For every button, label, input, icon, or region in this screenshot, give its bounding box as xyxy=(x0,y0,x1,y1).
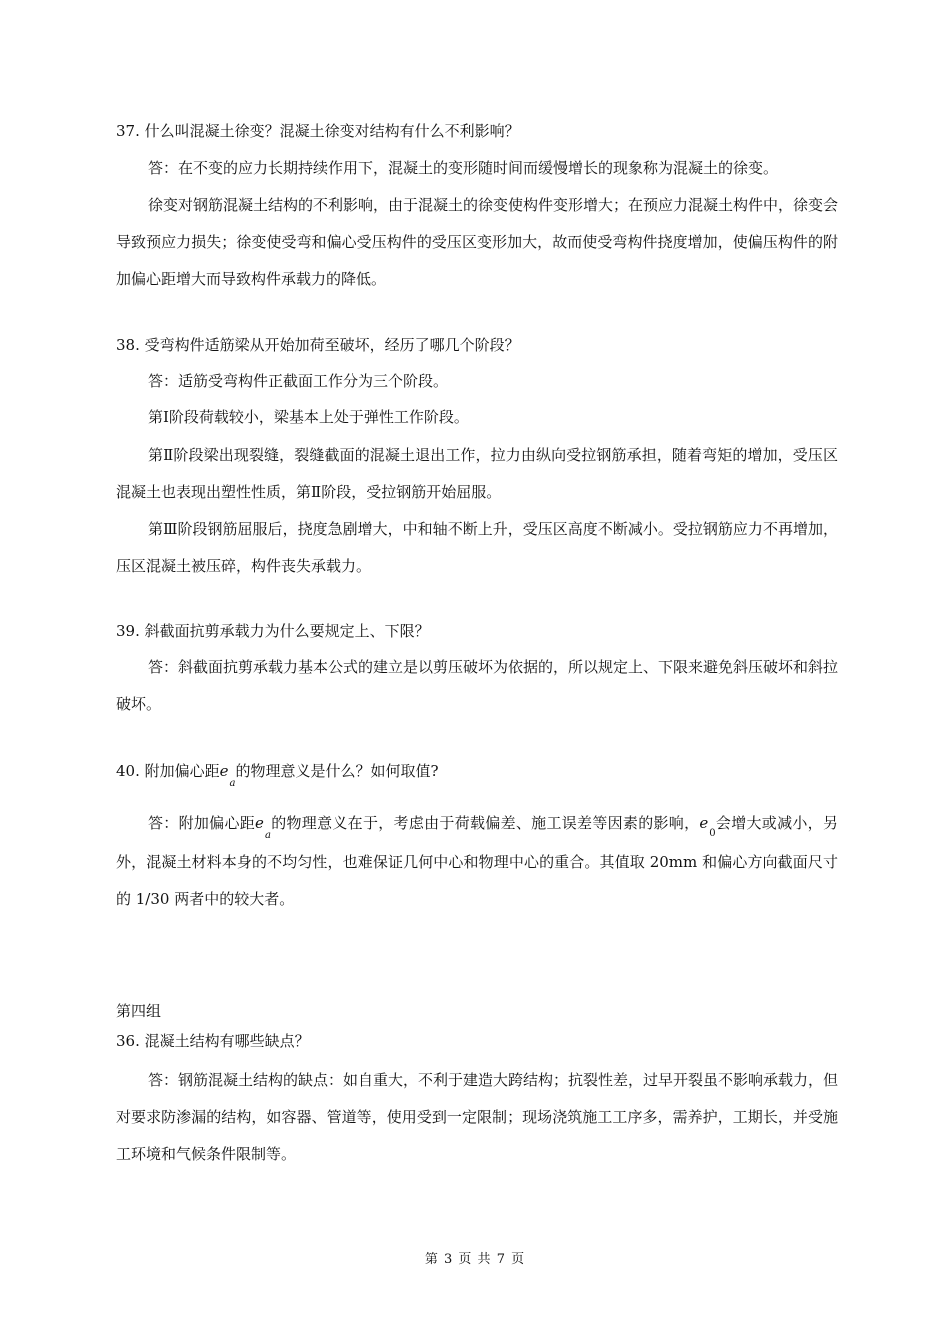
eccentricity-symbol: e xyxy=(255,814,264,832)
question-39-answer-1: 答：斜截面抗剪承载力基本公式的建立是以剪压破坏为依据的，所以规定上、下限来避免斜压破坏和斜拉破坏。 xyxy=(116,658,839,713)
question-37-title: 37. 什么叫混凝土徐变？混凝土徐变对结构有什么不利影响？ xyxy=(116,122,520,140)
answer-40-middle: 的物理意义在于，考虑由于荷载偏差、施工误差等因素的影响， xyxy=(270,814,700,832)
question-37-answer-1: 答：在不变的应力长期持续作用下，混凝土的变形随时间而缓慢增长的现象称为混凝土的徐变。 xyxy=(148,159,779,177)
initial-eccentricity-symbol: e xyxy=(699,814,709,832)
initial-eccentricity-subscript: 0 xyxy=(709,828,716,839)
question-38-answer-2: 第Ⅰ阶段荷载较小，梁基本上处于弹性工作阶段。 xyxy=(148,408,469,426)
question-40-title xyxy=(116,760,439,789)
eccentricity-subscript: a xyxy=(229,778,236,789)
question-38-answer-3: 第Ⅱ阶段梁出现裂缝，裂缝截面的混凝土退出工作，拉力由纵向受拉钢筋承担，随着弯矩的增加，受压区混凝土也表现出塑性性质，第Ⅱ阶段，受拉钢筋开始屈服。 xyxy=(116,446,838,501)
question-38-answer-1: 答：适筋受弯构件正截面工作分为三个阶段。 xyxy=(148,372,449,390)
question-36-title: 36. 混凝土结构有哪些缺点？ xyxy=(116,1032,310,1050)
page-number-footer: 第 3 页 共 7 页 xyxy=(424,1252,526,1267)
answer-40-prefix: 答：附加偏心距 xyxy=(148,814,256,832)
group-4-label: 第四组 xyxy=(116,1002,162,1020)
question-38-answer-4: 第Ⅲ阶段钢筋屈服后，挠度急剧增大，中和轴不断上升，受压区高度不断减小。受拉钢筋应力不再增加，压区混凝土被压碎，构件丧失承载力。 xyxy=(116,520,838,575)
eccentricity-subscript: a xyxy=(264,830,271,841)
question-40-title-prefix: 40. 附加偏心距 xyxy=(116,762,220,780)
question-36-answer-1: 答：钢筋混凝土结构的缺点：如自重大，不利于建造大跨结构；抗裂性差，过早开裂虽不影响承载力，但对要求防渗漏的结构，如容器、管道等，使用受到一定限制；现场浇筑施工工序多，需养护，工期长，并受施工环境和气候条件限制等。 xyxy=(116,1071,839,1163)
question-37-answer-2: 徐变对钢筋混凝土结构的不利影响，由于混凝土的徐变使构件变形增大；在预应力混凝土构件中，徐变会导致预应力损失；徐变使受弯和偏心受压构件的受压区变形加大，故而使受弯构件挠度增加，使偏压构件的附加偏心距增大而导致构件承载力的降低。 xyxy=(116,196,839,288)
eccentricity-symbol: e xyxy=(219,762,229,780)
question-40-title-suffix: 的物理意义是什么？如何取值? xyxy=(235,762,439,780)
question-40-answer-1 xyxy=(116,805,838,918)
question-39-title: 39. 斜截面抗剪承载力为什么要规定上、下限？ xyxy=(116,622,430,640)
question-38-title: 38. 受弯构件适筋梁从开始加荷至破坏，经历了哪几个阶段？ xyxy=(116,336,520,354)
answer-40-suffix: 会增大或减小，另外，混凝土材料本身的不均匀性，也难保证几何中心和物理中心的重合。其值取 20mm 和偏心方向截面尺寸的 1/30 两者中的较大者。 xyxy=(116,814,838,908)
